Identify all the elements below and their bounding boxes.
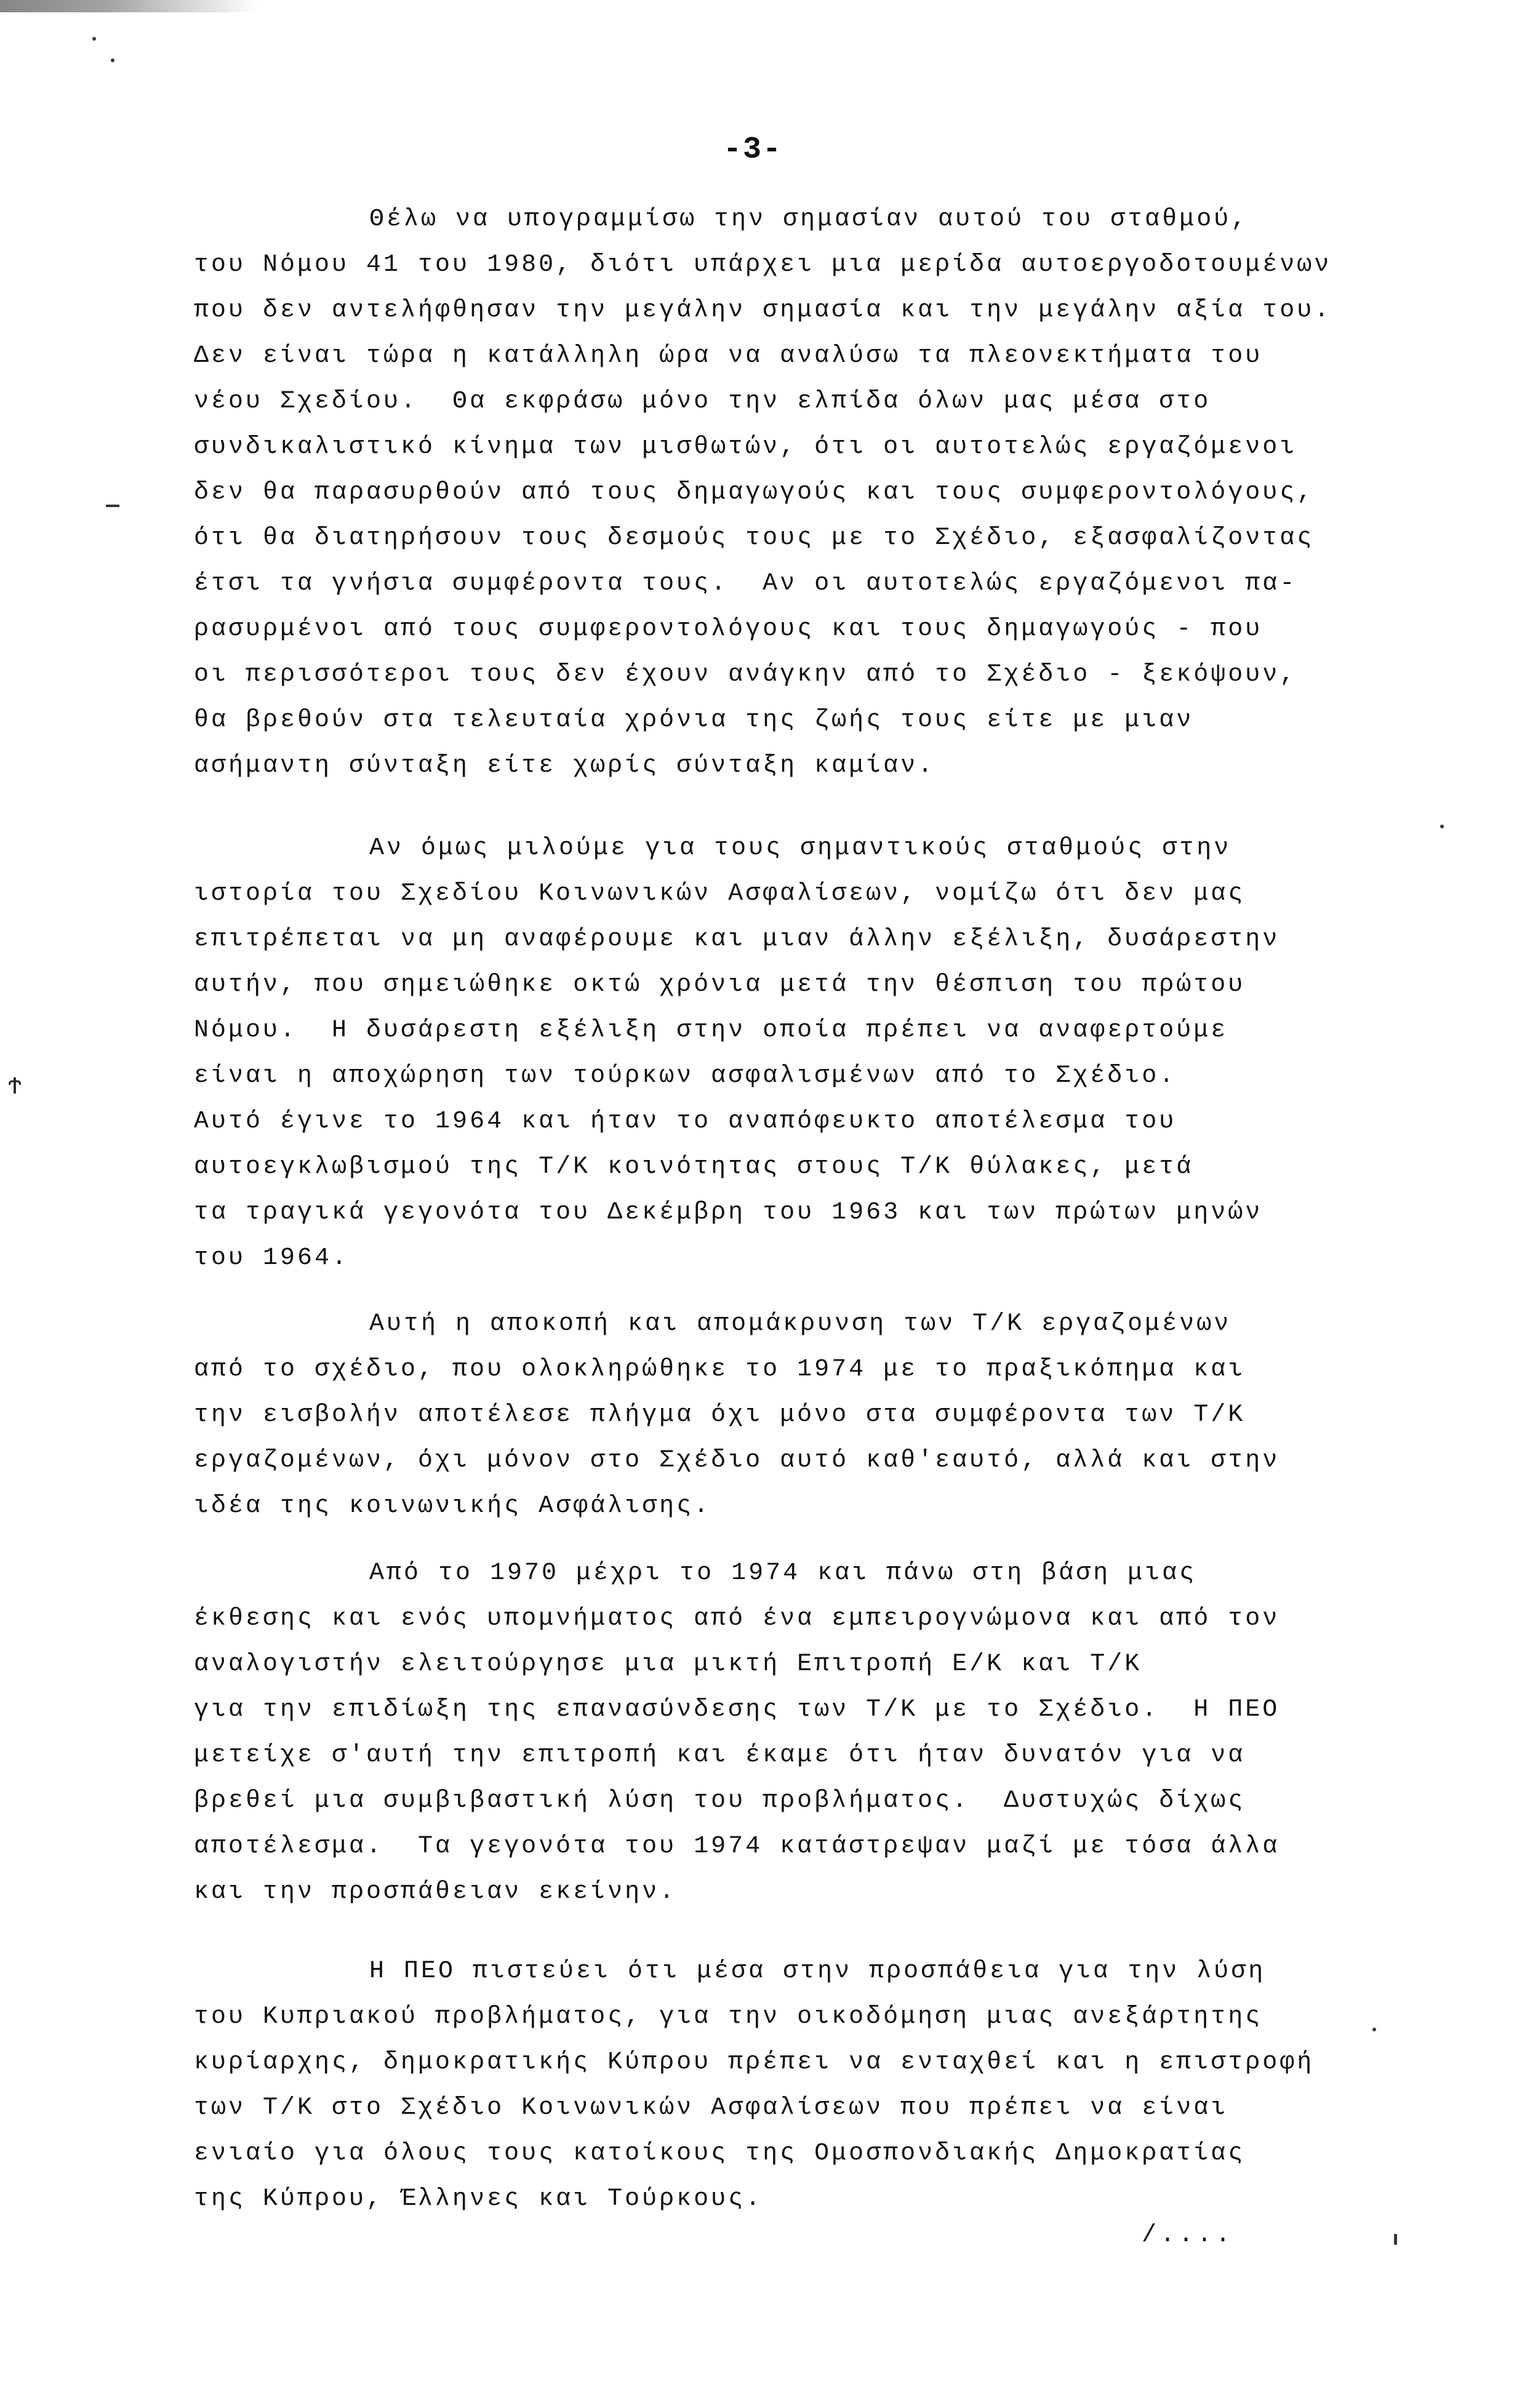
paragraph (194, 1949, 1382, 2222)
text-line: για την επιδίωξη της επανασύνδεσης των Τ/Κ με το Σχέδιο. Η ΠΕΟ (194, 1696, 1280, 1724)
text-line: ρασυρμένοι από τους συμφεροντολόγους και τους δημαγωγούς - που (194, 615, 1263, 643)
text-line: Δεν είναι τώρα η κατάλληλη ώρα να αναλύσω τα πλεονεκτήματα του (194, 342, 1263, 370)
text-line: μετείχε σ'αυτή την επιτροπή και έκαμε ότι ήταν δυνατόν για να (194, 1742, 1246, 1769)
text-line: των Τ/Κ στο Σχέδιο Κοινωνικών Ασφαλίσεων που πρέπει να είναι (194, 2094, 1228, 2122)
paragraph (194, 1302, 1382, 1529)
text-line: την εισβολήν αποτέλεσε πλήγμα όχι μόνο στα συμφέροντα των Τ/Κ (194, 1401, 1246, 1429)
text-line: επιτρέπεται να μη αναφέρουμε και μιαν άλλην εξέλιξη, δυσάρεστην (194, 926, 1280, 953)
text-line: νέου Σχεδίου. Θα εκφράσω μόνο την ελπίδα όλων μας μέσα στο (194, 388, 1211, 415)
text-line: ότι θα διατηρήσουν τους δεσμούς τους με το Σχέδιο, εξασφαλίζοντας (194, 524, 1315, 552)
scan-speck (1440, 825, 1444, 828)
text-line: τα τραγικά γεγονότα του Δεκέμβρη του 1963 και των πρώτων μηνών (194, 1199, 1263, 1226)
text-line: που δεν αντελήφθησαν την μεγάλην σημασία και την μεγάλην αξία του. (194, 297, 1332, 324)
text-line: Από το 1970 μέχρι το 1974 και πάνω στη βάση μιας (369, 1559, 1197, 1587)
margin-mark (106, 505, 119, 507)
paragraph (194, 826, 1382, 1281)
text-line: ενιαίο για όλους τους κατοίκους της Ομοσπονδιακής Δημοκρατίας (194, 2140, 1246, 2167)
text-line: Η ΠΕΟ πιστεύει ότι μέσα στην προσπάθεια για την λύση (369, 1958, 1266, 1985)
text-line: και την προσπάθειαν εκείνην. (194, 1878, 677, 1906)
text-line: ιδέα της κοινωνικής Ασφάλισης. (194, 1492, 711, 1520)
continuation-mark: /.... (1142, 2222, 1235, 2249)
text-line: βρεθεί μια συμβιβαστική λύση του προβλήματος. Δυστυχώς δίχως (194, 1787, 1246, 1815)
text-line: εργαζομένων, όχι μόνον στο Σχέδιο αυτό καθ'εαυτό, αλλά και στην (194, 1447, 1280, 1474)
text-line: θα βρεθούν στα τελευταία χρόνια της ζωής τους είτε με μιαν (194, 706, 1194, 734)
paragraph (194, 1551, 1382, 1915)
text-line: ιστορία του Σχεδίου Κοινωνικών Ασφαλίσεων, νομίζω ότι δεν μας (194, 880, 1246, 908)
page-number: -3- (723, 132, 783, 167)
text-line: κυρίαρχης, δημοκρατικής Κύπρου πρέπει να ενταχθεί και η επιστροφή (194, 2049, 1315, 2076)
text-line: του 1964. (194, 1244, 350, 1272)
text-line: Νόμου. Η δυσάρεστη εξέλιξη στην οποία πρέπει να αναφερτούμε (194, 1017, 1228, 1044)
text-line: αποτέλεσμα. Τα γεγονότα του 1974 κατάστρεψαν μαζί με τόσα άλλα (194, 1833, 1280, 1860)
scan-smudge (0, 0, 258, 12)
text-line: Αυτό έγινε το 1964 και ήταν το αναπόφευκτο αποτέλεσμα του (194, 1108, 1177, 1135)
margin-mark: Ϯ (7, 1074, 23, 1102)
text-line: της Κύπρου, Έλληνες και Τούρκους. (194, 2185, 763, 2213)
scan-speck (111, 58, 114, 62)
text-line: Θέλω να υπογραμμίσω την σημασίαν αυτού του σταθμού, (369, 206, 1249, 233)
text-line: του Κυπριακού προβλήματος, για την οικοδόμηση μιας ανεξάρτητης (194, 2003, 1263, 2031)
text-line: αναλογιστήν ελειτούργησε μια μικτή Επιτροπή Ε/Κ και Τ/Κ (194, 1650, 1142, 1678)
text-line: ασήμαντη σύνταξη είτε χωρίς σύνταξη καμίαν. (194, 752, 935, 780)
text-line: έτσι τα γνήσια συμφέροντα τους. Αν οι αυτοτελώς εργαζόμενοι πα- (194, 570, 1297, 598)
text-line: Αν όμως μιλούμε για τους σημαντικούς σταθμούς στην (369, 834, 1232, 862)
scan-speck (1394, 2234, 1397, 2245)
text-line: αυτήν, που σημειώθηκε οκτώ χρόνια μετά την θέσπιση του πρώτου (194, 971, 1246, 999)
text-line: δεν θα παρασυρθούν από τους δημαγωγούς και τους συμφεροντολόγους, (194, 479, 1315, 506)
text-line: συνδικαλιστικό κίνημα των μισθωτών, ότι οι αυτοτελώς εργαζόμενοι (194, 433, 1297, 461)
paragraph (194, 197, 1382, 789)
text-line: οι περισσότεροι τους δεν έχουν ανάγκην από το Σχέδιο - ξεκόψουν, (194, 661, 1297, 689)
text-line: από το σχέδιο, που ολοκληρώθηκε το 1974 με το πραξικόπημα και (194, 1356, 1246, 1383)
text-line: Αυτή η αποκοπή και απομάκρυνση των Τ/Κ εργαζομένων (369, 1310, 1232, 1338)
text-line: είναι η αποχώρηση των τούρκων ασφαλισμένων από το Σχέδιο. (194, 1062, 1177, 1090)
text-line: έκθεσης και ενός υπομνήματος από ένα εμπειρογνώμονα και από τον (194, 1605, 1280, 1633)
text-line: του Νόμου 41 του 1980, διότι υπάρχει μια μερίδα αυτοεργοδοτουμένων (194, 251, 1332, 279)
text-line: αυτοεγκλωβισμού της Τ/Κ κοινότητας στους Τ/Κ θύλακες, μετά (194, 1153, 1194, 1181)
scan-speck (92, 37, 96, 41)
